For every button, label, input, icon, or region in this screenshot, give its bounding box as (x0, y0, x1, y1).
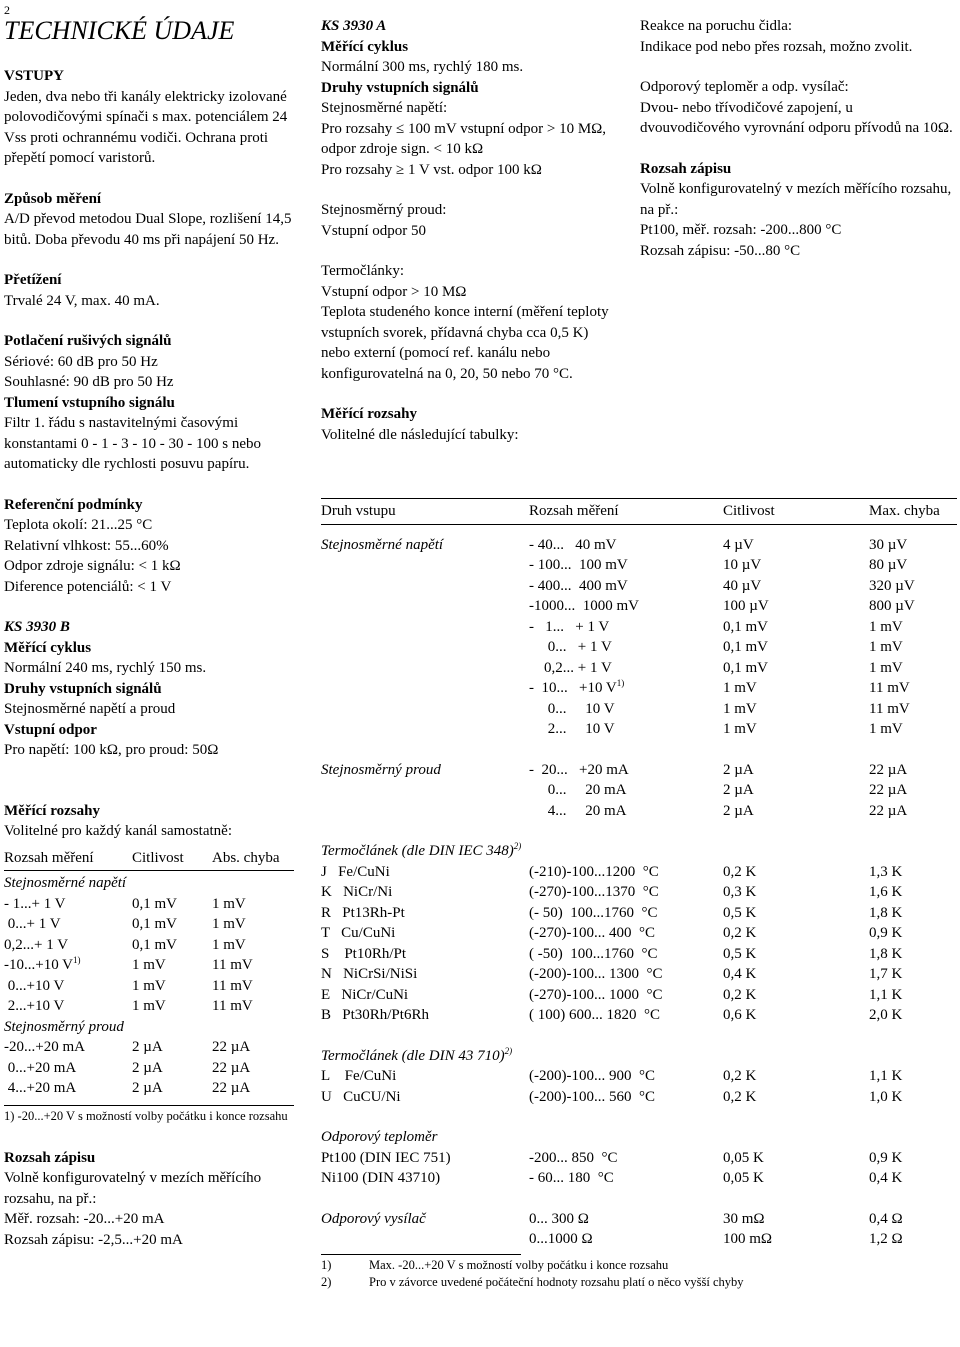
table-row (4, 976, 294, 997)
model-a-heading: KS 3930 A (321, 18, 387, 34)
table-section-label: Stejnosměrný proud (4, 1018, 124, 1035)
table-cell: 0... 300 Ω (529, 1210, 589, 1227)
table-row (4, 1078, 294, 1099)
table-cell: 1 mV (723, 721, 757, 737)
table-cell: 0... 20 mA (529, 782, 627, 798)
table-cell (321, 637, 529, 658)
table-cell: 22 µA (212, 1039, 251, 1055)
footnote-list (321, 1257, 957, 1291)
table-cell: E NiCr/CuNi (321, 986, 409, 1003)
table-cell: 0,1 mV (723, 618, 768, 635)
table-cell: 1 mV (132, 957, 166, 973)
table-row (321, 658, 957, 679)
table-cell: 0... 10 V (529, 700, 615, 717)
table-cell: -1000... 1000 mV (529, 598, 639, 614)
inputs-text: Jeden, dva nebo tři kanály elektricky izolované polovodičovými spínači s max. potenciálem 24 Vss proti ochrannému vodiči. Ochrana proti přepětí pomocí varistorů. (4, 88, 288, 166)
column-left (4, 66, 294, 1250)
record-text: Volně konfigurovatelný v mezích měřícího rozsahu, na př.: Měř. rozsah: -20...+20 mA Rozsah zápisu: -2,5...+20 mA (4, 1170, 262, 1248)
table-cell: 0,2 K (723, 1068, 757, 1084)
table-cell: 0,2 K (723, 925, 757, 941)
table-cell: R Pt13Rh-Pt (321, 904, 405, 921)
table-cell: 1,7 K (869, 966, 903, 982)
record-heading: Rozsah zápisu (4, 1149, 96, 1166)
cycle-heading: Měřící cyklus (321, 38, 409, 55)
table-cell: Odporový vysílač (321, 1210, 426, 1227)
table-cell: 22 µA (212, 1080, 251, 1096)
table-cell: 1 mV (869, 618, 903, 635)
table-cell: Termočlánek (dle DIN IEC 348)$^{2)}$ (321, 841, 522, 859)
table-cell: Odporový teploměr (321, 1129, 438, 1145)
footnote-marker: 2) (321, 1275, 332, 1289)
table-cell: 1 mV (723, 680, 757, 696)
range-text: -10...+10 V (4, 957, 74, 973)
table-cell: 2 µA (723, 782, 754, 798)
table-cell: 4...+20 mA (4, 1080, 77, 1096)
table-row (321, 1066, 957, 1087)
table-cell: 0,2 K (723, 863, 757, 880)
table-section-label: Stejnosměrné napětí (4, 875, 127, 891)
table-cell: 1 mV (723, 700, 757, 717)
input-resistance-heading: Vstupní odpor (4, 721, 97, 738)
table-cell: 2,0 K (869, 1007, 903, 1023)
table-cell: 1 mV (212, 936, 246, 953)
table-row (4, 996, 294, 1017)
table-cell: - 400... 400 mV (529, 577, 628, 594)
cycle-text: Normální 300 ms, rychlý 180 ms. (321, 59, 524, 75)
table-cell (321, 617, 529, 638)
table-cell: 2 µA (132, 1059, 163, 1076)
record-text: Volně konfigurovatelný v mezích měřícího rozsahu, na př.: Pt100, měř. rozsah: -200...800 °C Rozsah zápisu: -50...80 °C (640, 181, 952, 259)
table-section-row (321, 821, 957, 862)
column-middle (321, 16, 621, 445)
table-cell: 0...+20 mA (4, 1059, 77, 1076)
sensor-fault-text: Reakce na poruchu čidla: Indikace pod nebo přes rozsah, možno zvolit. (640, 18, 913, 55)
table-cell: B Pt30Rh/Pt6Rh (321, 1007, 429, 1023)
table-cell: (-200)-100... 560 °C (529, 1088, 655, 1105)
table-cell: 22 µA (212, 1059, 251, 1076)
table-cell: 22 µA (869, 761, 908, 778)
table-cell: 0,5 K (723, 904, 757, 921)
page-title: TECHNICKÉ ÚDAJE (4, 16, 235, 45)
table-cell: -10...+10 $V^{1)}$ (4, 955, 81, 973)
table-cell: 0,2 K (723, 1088, 757, 1105)
ranges-text: Volitelné dle následující tabulky: (321, 426, 519, 443)
cycle-text: Normální 240 ms, rychlý 150 ms. (4, 660, 207, 676)
table-row (321, 617, 957, 638)
table-cell: 100 µV (723, 598, 769, 614)
table-row (321, 985, 957, 1006)
table-row (4, 935, 294, 956)
table-cell: U CuCU/Ni (321, 1088, 401, 1105)
table-cell: 1 mV (132, 977, 166, 994)
table-cell: -20...+20 mA (4, 1039, 85, 1055)
table-cell: 22 µA (869, 782, 908, 798)
table-cell: - 1...+ 1 V (4, 895, 66, 912)
table-cell (321, 801, 529, 822)
footnotes (321, 1254, 957, 1291)
table-cell: 0,5 K (723, 945, 757, 962)
table-cell: 1,8 K (869, 904, 903, 921)
table-cell: Termočlánek (dle DIN 43 710)$^{2)}$ (321, 1045, 513, 1064)
table-cell: 0,4 K (723, 966, 757, 982)
table-cell: 2... 10 V (529, 721, 615, 737)
table-cell: 1,2 Ω (869, 1231, 903, 1247)
table-cell: L Fe/CuNi (321, 1068, 397, 1084)
table-cell: (-270)-100... 1000 °C (529, 986, 663, 1003)
input-types-text: Stejnosměrné napětí a proud (4, 701, 176, 717)
dc-current-text: Stejnosměrný proud: Vstupní odpor 50 (321, 202, 447, 239)
ranges-heading: Měřící rozsahy (321, 406, 417, 422)
table-cell: 30 µV (869, 536, 908, 553)
table-cell: 11 mV (869, 680, 910, 696)
table-cell: 30 mΩ (723, 1210, 765, 1227)
table-row (321, 862, 957, 883)
table-cell: 0,3 K (723, 884, 757, 900)
table-header: Rozsah měření (529, 499, 723, 525)
table-row (321, 535, 957, 556)
table-row (321, 637, 957, 658)
table-row (321, 699, 957, 720)
table-cell: 1,1 K (869, 1068, 903, 1084)
table-cell: 2 µA (132, 1039, 163, 1055)
table-cell (321, 658, 529, 679)
page-number: 2 (4, 3, 10, 17)
table-cell: 0,1 mV (132, 916, 177, 932)
table-section-row (321, 1026, 957, 1067)
table-cell: (-200)-100... 1300 °C (529, 966, 663, 982)
table-row (4, 914, 294, 935)
table-cell: 10 µV (723, 557, 762, 573)
table-cell: J Fe/CuNi (321, 863, 390, 880)
table-cell: 0,05 K (723, 1170, 764, 1186)
table-cell (321, 678, 529, 699)
table-row (321, 944, 957, 965)
table-cell (321, 1229, 529, 1250)
table-row (321, 1189, 957, 1230)
table-row (321, 964, 957, 985)
table-cell: 0...+10 V (4, 977, 65, 994)
table-cell: 1 mV (212, 916, 246, 932)
footnote (321, 1274, 957, 1291)
footnote: 1) -20...+20 V s možností volby počátku i konce rozsahu (4, 1105, 294, 1124)
table-cell (321, 576, 529, 597)
table-cell: 0,1 mV (132, 895, 177, 912)
ranges-table-body (321, 535, 957, 1250)
method-heading: Způsob měření (4, 190, 102, 207)
ranges-table-a (321, 498, 957, 1250)
ranges-text: Volitelné pro každý kanál samostatně: (4, 823, 232, 839)
table-header: Rozsah měření (4, 848, 132, 871)
table-cell: 1 mV (869, 659, 903, 676)
inputs-heading: VSTUPY (4, 68, 65, 84)
table-cell: T Cu/CuNi (321, 925, 396, 941)
table-cell (321, 699, 529, 720)
table-cell: ( 100) 600... 1820 °C (529, 1007, 660, 1023)
reference-heading: Referenční podmínky (4, 496, 143, 513)
table-cell: 4... 20 mA (529, 802, 627, 819)
table-cell: (- 50) 100...1760 °C (529, 904, 658, 921)
table-row (321, 1148, 957, 1169)
table-header: Max. chyba (869, 499, 957, 525)
table-cell: 0,05 K (723, 1149, 764, 1166)
ranges-table-b (4, 848, 294, 1099)
table-header: Citlivost (132, 848, 212, 871)
table-cell: 0... + 1 V (529, 639, 612, 655)
table-row (4, 1058, 294, 1079)
table-cell: 4 µV (723, 536, 754, 553)
table-cell: 0,2...+ 1 V (4, 936, 69, 953)
table-header: Abs. chyba (212, 848, 294, 871)
table-cell: 2...+10 V (4, 998, 65, 1014)
table-section-row (321, 1107, 957, 1148)
table-cell: (-270)-100...1370 °C (529, 884, 659, 900)
footnote-text: Max. -20...+20 V s možností volby počátku i konce rozsahu (369, 1258, 669, 1272)
table-cell: 0,6 K (723, 1007, 757, 1023)
table-cell: 0,2... + 1 V (529, 659, 612, 676)
footnote (321, 1257, 957, 1274)
table-cell: - 20... +20 mA (529, 761, 629, 778)
table-cell: Stejnosměrné napětí (321, 536, 444, 553)
table-cell: 11 mV (212, 998, 253, 1014)
table-cell: S Pt10Rh/Pt (321, 945, 407, 962)
table-cell: N NiCrSi/NiSi (321, 966, 418, 982)
table-cell: 800 µV (869, 598, 915, 614)
table-cell: (-200)-100... 900 °C (529, 1068, 655, 1084)
table-row (321, 719, 957, 740)
table-cell: 2 µA (723, 761, 754, 778)
damping-text: Filtr 1. řádu s nastavitelnými časovými konstantami 0 - 1 - 3 - 10 - 30 - 100 s nebo automaticky dle rychlosti posuvu papíru. (4, 415, 262, 472)
table-row (321, 555, 957, 576)
model-b-heading: KS 3930 B (4, 619, 70, 635)
table-row (321, 596, 957, 617)
table-row (321, 576, 957, 597)
table-cell: 40 µV (723, 577, 762, 594)
table-cell: (-210)-100...1200 °C (529, 863, 659, 880)
table-row (4, 894, 294, 915)
dc-voltage-text: Stejnosměrné napětí: Pro rozsahy ≤ 100 mV vstupní odpor > 10 MΩ, odpor zdroje sign. < 10 kΩ Pro rozsahy ≥ 1 V vst. odpor 100 kΩ (321, 100, 607, 178)
table-cell: - 40... 40 mV (529, 536, 617, 553)
table-cell: - 10... +10 $V^{1)}$ (529, 678, 625, 696)
table-row (321, 903, 957, 924)
table-row (4, 1037, 294, 1058)
table-cell: 80 µV (869, 557, 908, 573)
table-cell: - 1... + 1 V (529, 618, 610, 635)
table-cell: 1,1 K (869, 986, 903, 1003)
input-resistance-text: Pro napětí: 100 kΩ, pro proud: 50Ω (4, 742, 219, 758)
overload-text: Trvalé 24 V, max. 40 mA. (4, 292, 160, 309)
table-header: Druh vstupu (321, 499, 529, 525)
table-row (321, 923, 957, 944)
table-cell: 0,2 K (723, 986, 757, 1003)
table-cell: (-270)-100... 400 °C (529, 925, 655, 941)
table-cell (321, 780, 529, 801)
input-types-heading: Druhy vstupních signálů (4, 680, 162, 697)
footnote-marker: 1) (321, 1258, 332, 1272)
rtd-text: Odporový teploměr a odp. vysílač: Dvou- nebo třívodičové zapojení, u dvouvodičového vyrovnání odporu přívodů na 10Ω. (640, 79, 953, 136)
ranges-heading: Měřící rozsahy (4, 802, 100, 819)
table-cell: Stejnosměrný proud (321, 761, 441, 778)
table-header: Citlivost (723, 499, 869, 525)
table-row (321, 882, 957, 903)
table-cell: 11 mV (212, 957, 253, 973)
table-row (321, 678, 957, 699)
column-right (640, 16, 955, 261)
footnote-text: Pro v závorce uvedené počáteční hodnoty rozsahu platí o něco vyšší chyby (369, 1275, 744, 1289)
table-row (321, 780, 957, 801)
method-text: A/D převod metodou Dual Slope, rozlišení 14,5 bitů. Doba převodu 40 ms při napájení 50 Hz. (4, 211, 292, 248)
table-cell: 100 mΩ (723, 1231, 773, 1247)
table-cell (321, 719, 529, 740)
suppression-text: Sériové: 60 dB pro 50 Hz Souhlasné: 90 dB pro 50 Hz (4, 353, 174, 390)
table-cell: 11 mV (212, 977, 253, 994)
table-cell: 320 µV (869, 577, 915, 594)
damping-heading: Tlumení vstupního signálu (4, 394, 175, 411)
table-cell: - 100... 100 mV (529, 557, 628, 573)
table-cell: 0,4 Ω (869, 1210, 903, 1227)
table-cell: -200... 850 °C (529, 1149, 618, 1166)
table-cell: K NiCr/Ni (321, 884, 393, 900)
table-cell: 1 mV (869, 639, 903, 655)
table-header-row (321, 499, 957, 525)
table-cell: 1 mV (869, 721, 903, 737)
table-cell (321, 555, 529, 576)
table-cell: Ni100 (DIN 43710) (321, 1170, 441, 1186)
reference-text: Teplota okolí: 21...25 °C Relativní vlhkost: 55...60% Odpor zdroje signálu: < 1 kΩ Diference potenciálů: < 1 V (4, 517, 181, 595)
table-row (321, 1005, 957, 1026)
table-cell: 1,3 K (869, 863, 903, 880)
table-cell: Pt100 (DIN IEC 751) (321, 1149, 451, 1166)
table-cell: 22 µA (869, 802, 908, 819)
table-cell: 1 mV (132, 998, 166, 1014)
table-row (321, 1229, 957, 1250)
table-cell: 1,0 K (869, 1088, 903, 1105)
table-cell: 1,6 K (869, 884, 903, 900)
table-cell: 11 mV (869, 700, 910, 717)
table-row (321, 801, 957, 822)
table-cell: 0...1000 Ω (529, 1231, 593, 1247)
table-cell: - 60... 180 °C (529, 1170, 614, 1186)
table-cell: 1 mV (212, 895, 246, 912)
table-cell: 0,9 K (869, 925, 903, 941)
table-cell: 0,1 mV (723, 639, 768, 655)
overload-heading: Přetížení (4, 272, 62, 288)
table-cell (321, 596, 529, 617)
table-cell: 0...+ 1 V (4, 916, 61, 932)
table-cell: ( -50) 100...1760 °C (529, 945, 658, 962)
record-heading: Rozsah zápisu (640, 160, 732, 177)
thermocouple-text: Termočlánky: Vstupní odpor > 10 MΩ Teplota studeného konce interní (měření teploty vstupních svorek, přídavná chyba cca 0,5 K) nebo externí (pomocí ref. kanálu nebo konfigurovatelná na 0, 20, 50 nebo 70 °C. (321, 263, 609, 382)
suppression-heading: Potlačení rušivých signálů (4, 333, 172, 349)
table-cell: 2 µA (132, 1080, 163, 1096)
table-row (321, 740, 957, 781)
table-cell: 0,9 K (869, 1149, 903, 1166)
table-row (321, 1087, 957, 1108)
cycle-heading: Měřící cyklus (4, 639, 92, 656)
table-cell: 0,4 K (869, 1170, 903, 1186)
table-cell: 0,1 mV (723, 659, 768, 676)
input-types-heading: Druhy vstupních signálů (321, 79, 479, 96)
table-cell: 1,8 K (869, 945, 903, 962)
table-row (321, 1168, 957, 1189)
table-cell: 2 µA (723, 802, 754, 819)
table-row (4, 955, 294, 976)
table-cell: 0,1 mV (132, 936, 177, 953)
